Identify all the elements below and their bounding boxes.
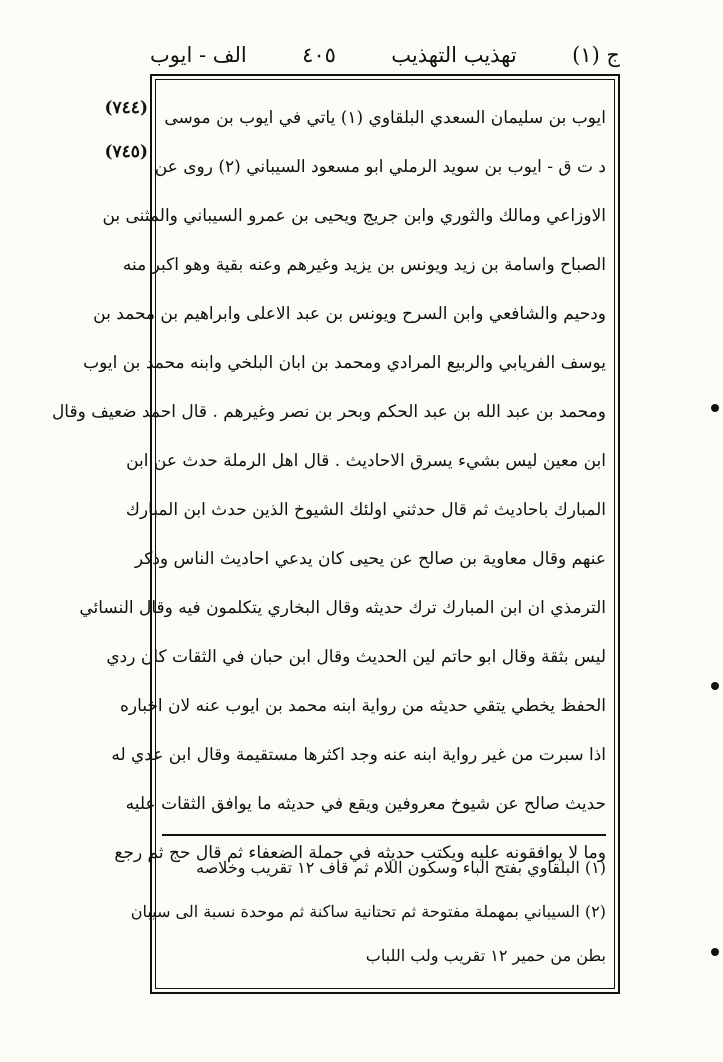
page-header <box>150 38 620 72</box>
margin-entry-number: (٧٤٥) <box>104 142 148 162</box>
text-line: ليس بثقة وقال ابو حاتم لين الحديث وقال ابن حبان في الثقات كان ردي <box>106 647 606 667</box>
text-line: الحفظ يخطي يتقي حديثه من رواية ابنه محمد بن ايوب عنه لان اخباره <box>119 696 606 716</box>
text-line: اذا سبرت من غير رواية ابنه عنه وجد اكثرها مستقيمة وقال ابن عدي له <box>111 745 606 765</box>
margin-entry-number: (٧٤٤) <box>104 98 148 118</box>
footnotes <box>130 846 606 978</box>
text-line: د ت ق - ايوب بن سويد الرملي ابو مسعود السيباني (٢) روى عن <box>154 157 606 177</box>
text-line: وما لا يوافقونه عليه ويكتب حديثه في جملة الضعفاء ثم قال حج ثم رجع <box>114 843 606 863</box>
text-line: ابن معين ليس بشيء يسرق الاحاديث . قال اهل الرملة حدث عن ابن <box>126 451 606 471</box>
text-line: يوسف الفريابي والربيع المرادي ومحمد بن ابان البلخي وابنه محمد بن ايوب <box>83 353 606 373</box>
footnote-line: بطن من حمير ١٢ تقريب ولب اللباب <box>365 946 606 965</box>
footnote-line: (١) البلقاوي بفتح الباء وسكون اللام ثم قاف ١٢ تقريب وخلاصه <box>196 858 606 877</box>
text-line: ودحيم والشافعي وابن السرح ويونس بن عبد الاعلى وابراهيم بن محمد بن <box>93 304 606 324</box>
text-line: عنهم وقال معاوية بن صالح عن يحيى كان يدعي احاديث الناس وذكر <box>134 549 606 569</box>
page-number: ٤٠٥ <box>302 43 336 67</box>
section-title: الف - ايوب <box>150 43 247 67</box>
volume-label: ج (۱) <box>572 43 620 67</box>
scan-speck <box>711 404 719 412</box>
text-line: ومحمد بن عبد الله بن عبد الحكم وبحر بن نصر وغيرهم . قال احمد ضعيف وقال <box>51 402 606 422</box>
footnote-line: (٢) السيباني بمهملة مفتوحة ثم تحتانية ساكنة ثم موحدة نسبة الى سيبان <box>130 902 606 921</box>
scan-speck <box>711 948 719 956</box>
text-line: ايوب بن سليمان السعدي البلقاوي (١) ياتي في ايوب بن موسى <box>164 108 606 128</box>
scan-speck <box>711 682 719 690</box>
book-title: تهذيب التهذيب <box>391 43 517 67</box>
text-line: الترمذي ان ابن المبارك ترك حديثه وقال البخاري يتكلمون فيه وقال النسائي <box>79 598 606 618</box>
text-line: حديث صالح عن شيوخ معروفين ويقع في حديثه ما يوافق الثقات عليه <box>125 794 606 814</box>
footnote-divider <box>162 834 606 836</box>
text-line: الصباح واسامة بن زيد ويونس بن يزيد وغيرهم وعنه بقية وهو اكبر منه <box>122 255 606 275</box>
text-line: الاوزاعي ومالك والثوري وابن جريج ويحيى بن عمرو السيباني والمثنى بن <box>102 206 606 226</box>
text-line: المبارك باحاديث ثم قال حدثني اولئك الشيوخ الذين حدث ابن المبارك <box>125 500 606 520</box>
